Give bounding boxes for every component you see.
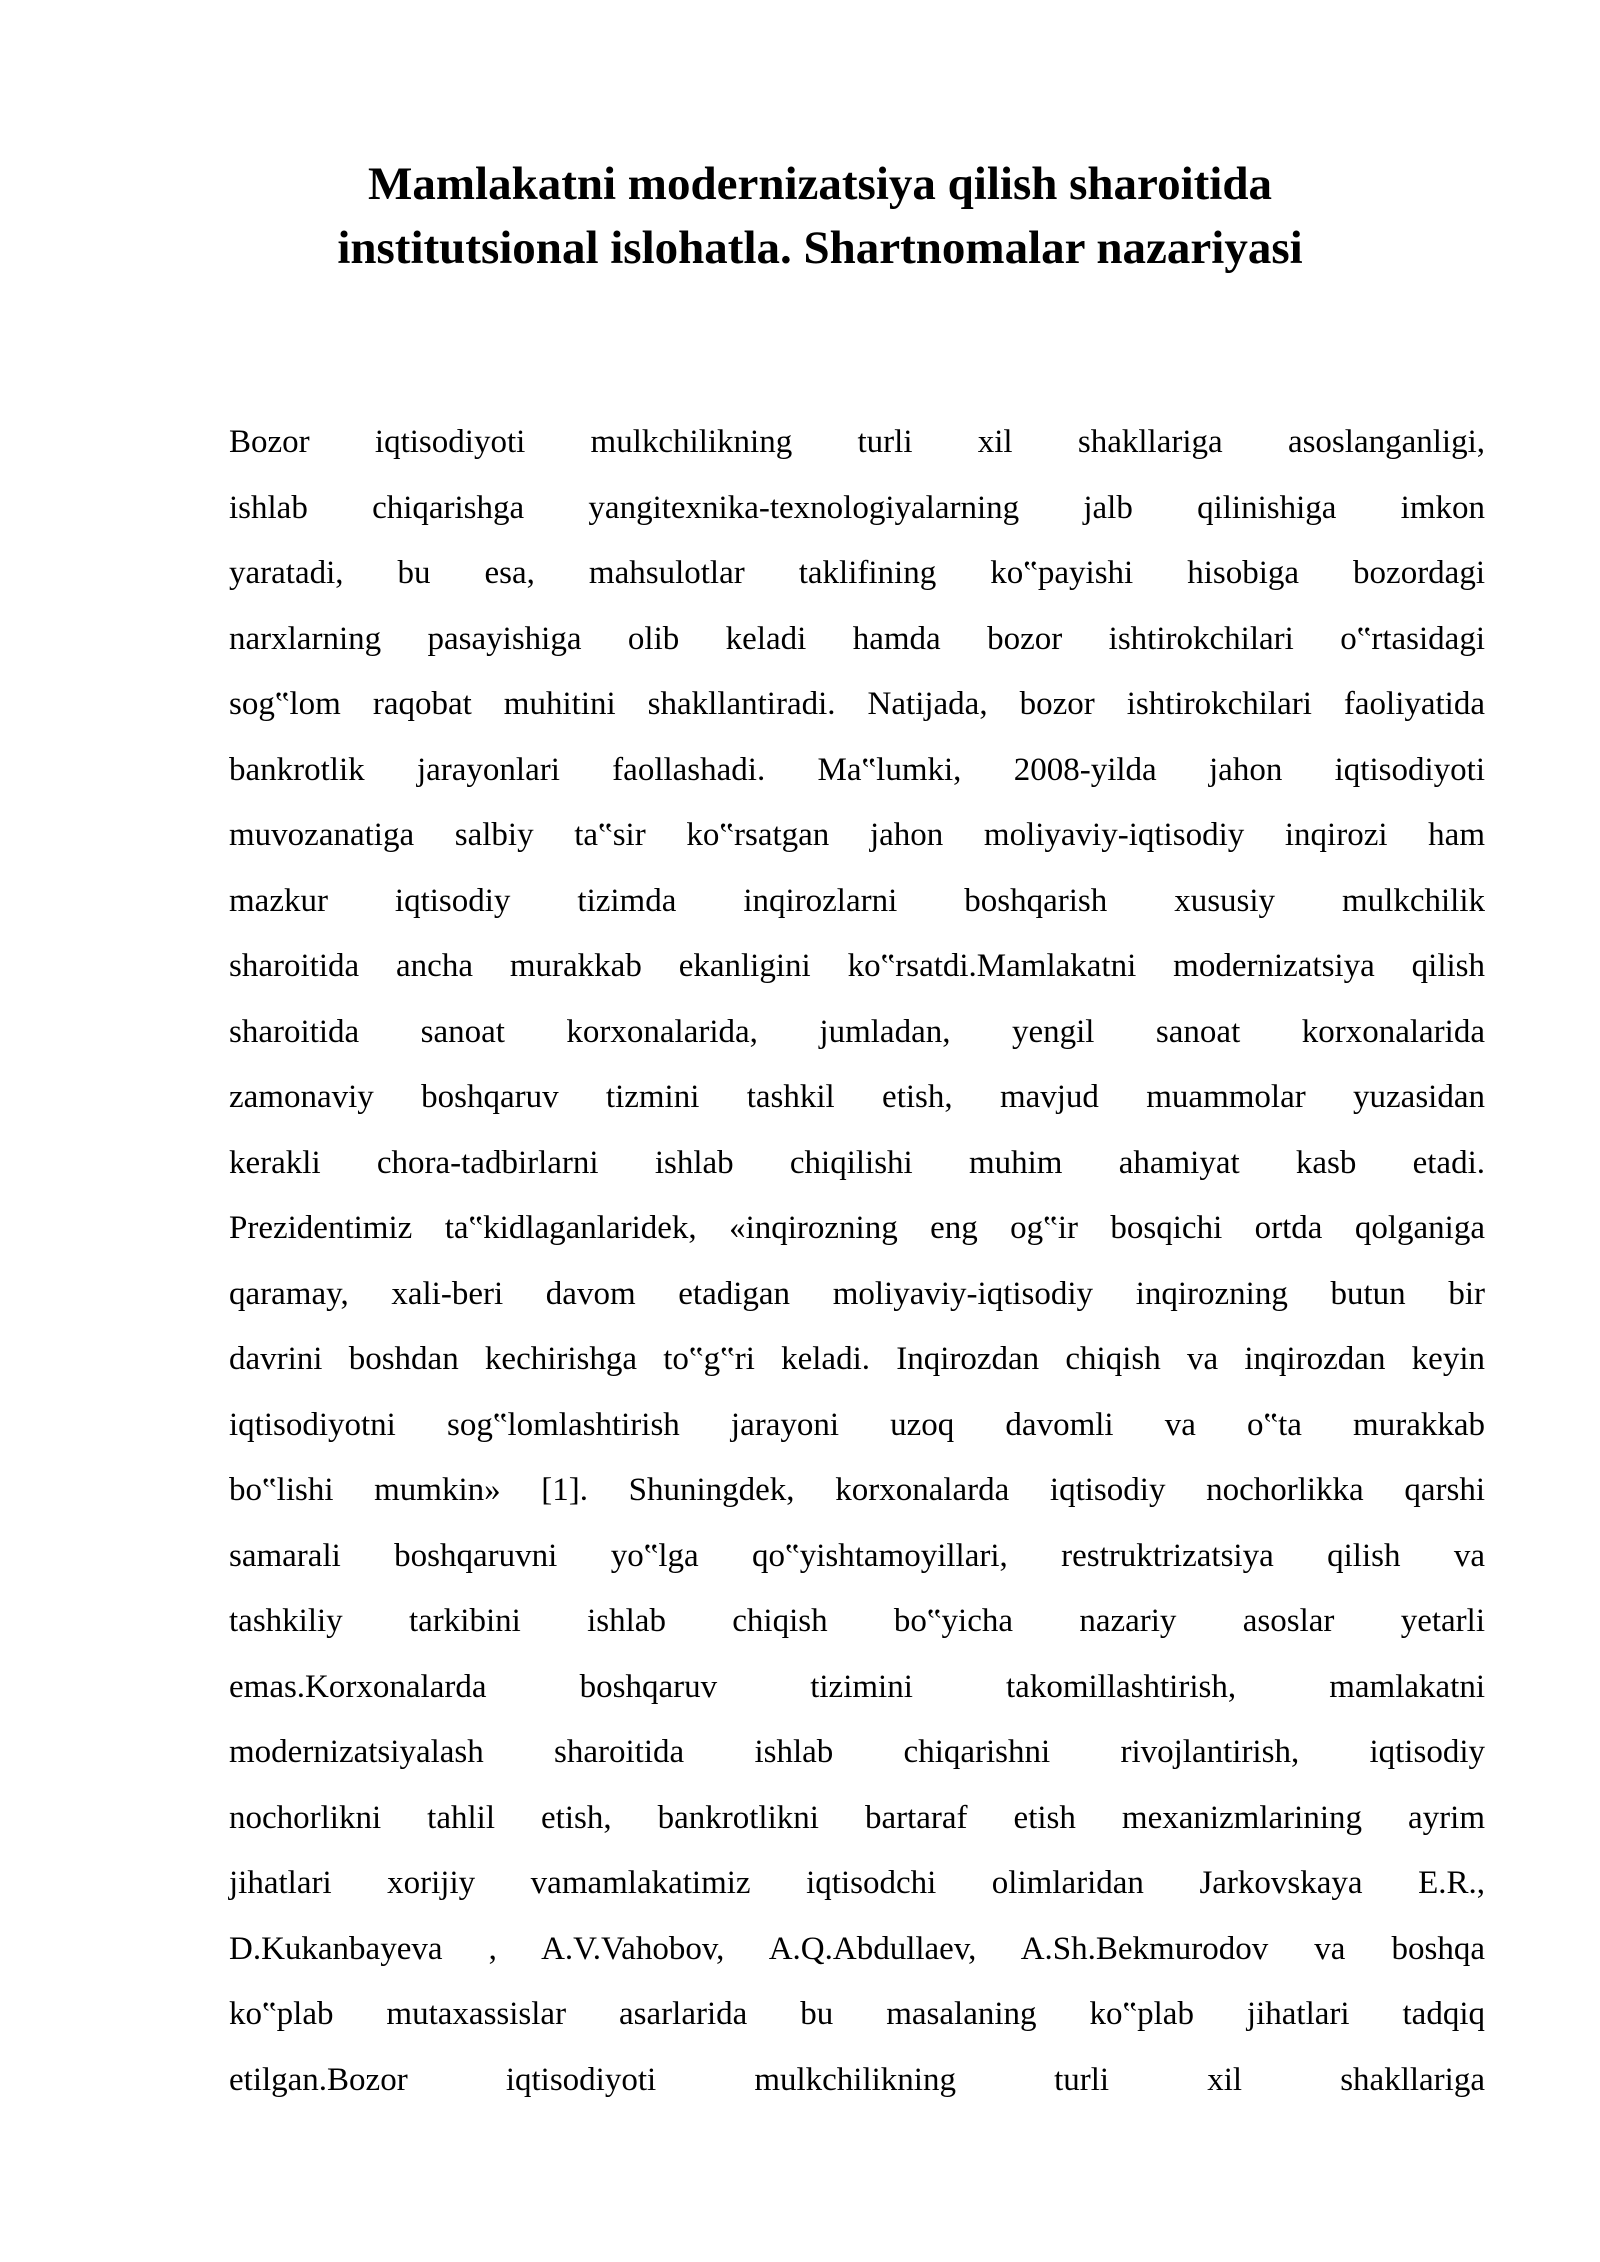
text-line: modernizatsiyalash sharoitida ishlab chiqarishni rivojlantirish, iqtisodiy (229, 1734, 1485, 1770)
text-line: bankrotlik jarayonlari faollashadi. Ma‟lumki, 2008-yilda jahon iqtisodiyoti (229, 751, 1485, 788)
text-line: kerakli chora-tadbirlarni ishlab chiqilishi muhim ahamiyat kasb etadi. (229, 1144, 1485, 1181)
text-line: yaratadi, bu esa, mahsulotlar taklifining ko‟payishi hisobiga bozordagi (229, 555, 1485, 591)
text-line: Prezidentimiz ta‟kidlaganlaridek, «inqirozning eng og‟ir bosqichi ortda qolganiga (229, 1210, 1485, 1246)
text-line: samarali boshqaruvni yo‟lga qo‟yishtamoyillari, restruktrizatsiya qilish va (229, 1537, 1485, 1574)
text-line: ko‟plab mutaxassislar asarlarida bu masalaning ko‟plab jihatlari tadqiq (229, 1996, 1485, 2032)
text-line: sog‟lom raqobat muhitini shakllantiradi. Natijada, bozor ishtirokchilari faoliyatida (229, 686, 1485, 722)
text-line: davrini boshdan kechirishga to‟g‟ri keladi. Inqirozdan chiqish va inqirozdan keyin (229, 1341, 1485, 1377)
text-line: emas.Korxonalarda boshqaruv tizimini takomillashtirish, mamlakatni (229, 1668, 1485, 1705)
text-line: muvozanatiga salbiy ta‟sir ko‟rsatgan jahon moliyaviy-iqtisodiy inqirozi ham (229, 817, 1485, 853)
text-line: mazkur iqtisodiy tizimda inqirozlarni boshqarish xususiy mulkchilik (229, 882, 1485, 919)
text-line: ishlab chiqarishga yangitexnika-texnologiyalarning jalb qilinishiga imkon (229, 489, 1485, 526)
text-line: D.Kukanbayeva , A.V.Vahobov, A.Q.Abdullaev, A.Sh.Bekmurodov va boshqa (229, 1930, 1485, 1967)
text-line: narxlarning pasayishiga olib keladi hamda bozor ishtirokchilari o‟rtasidagi (229, 620, 1485, 657)
text-line: jihatlari xorijiy vamamlakatimiz iqtisodchi olimlaridan Jarkovskaya E.R., (229, 1865, 1485, 1901)
text-line: iqtisodiyotni sog‟lomlashtirish jarayoni uzoq davomli va o‟ta murakkab (229, 1406, 1485, 1443)
text-line: etilgan.Bozor iqtisodiyoti mulkchilikning turli xil shakllariga (229, 2061, 1485, 2098)
text-line: sharoitida ancha murakkab ekanligini ko‟rsatdi.Mamlakatni modernizatsiya qilish (229, 948, 1485, 984)
text-line: qaramay, xali-beri davom etadigan moliyaviy-iqtisodiy inqirozning butun bir (229, 1275, 1485, 1312)
text-line: bo‟lishi mumkin» [1]. Shuningdek, korxonalarda iqtisodiy nochorlikka qarshi (229, 1472, 1485, 1508)
text-line: zamonaviy boshqaruv tizmini tashkil etish, mavjud muammolar yuzasidan (229, 1079, 1485, 1115)
title-line: Mamlakatni modernizatsiya qilish sharoitida (368, 158, 1272, 210)
text-line: sharoitida sanoat korxonalarida, jumladan, yengil sanoat korxonalarida (229, 1013, 1485, 1050)
body-paragraph (229, 410, 1485, 2113)
text-line: Bozor iqtisodiyoti mulkchilikning turli xil shakllariga asoslanganligi, (229, 424, 1485, 460)
title-line: institutsional islohatla. Shartnomalar nazariyasi (337, 222, 1303, 274)
text-line: nochorlikni tahlil etish, bankrotlikni bartaraf etish mexanizmlarining ayrim (229, 1799, 1485, 1836)
document-title (230, 152, 1410, 280)
text-line: tashkiliy tarkibini ishlab chiqish bo‟yicha nazariy asoslar yetarli (229, 1603, 1485, 1639)
